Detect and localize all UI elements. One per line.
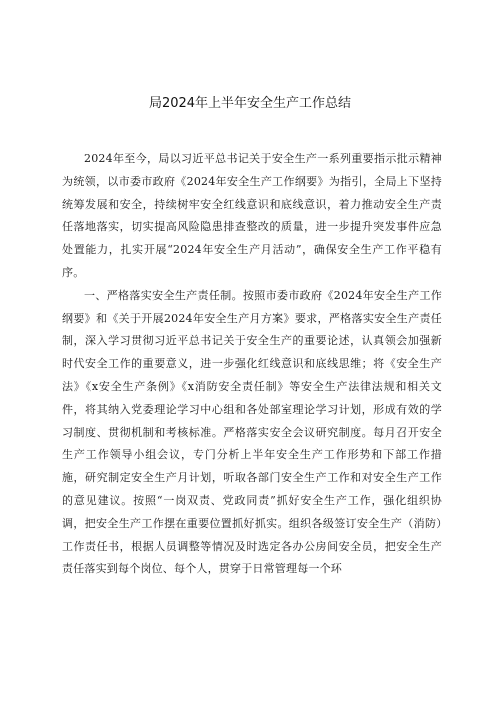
document-title: 局2024年上半年安全生产工作总结 (148, 96, 352, 111)
document-body (62, 148, 442, 581)
intro-paragraph: 2024年至今，局以习近平总书记关于安全生产一系列重要指示批示精神为统领，以市委市政府《2024年安全生产工作纲要》为指引，全局上下坚持统筹发展和安全，持续树牢安全红线意识和底线意识，着力推动安全生产责任落地落实，切实提高风险隐患排查整改的质量，进一步提升突发事件应急处置能力，扎实开展“2024年安全生产月活动”，确保安全生产工作平稳有序。 (62, 152, 442, 279)
section-one-paragraph: 一、严格落实安全生产责任制。按照市委市政府《2024年安全生产工作纲要》和《关于开展2024年安全生产月方案》要求，严格落实安全生产责任制，深入学习贯彻习近平总书记关于安全生产的重要论述，认真领会加强新时代安全工作的重要意义，进一步强化红线意识和底线思维；将《安全生产法》《x安全生产条例》《x消防安全责任制》等安全生产法律法规和相关文件，将其纳入党委理论学习中心组和各处部室理论学习计划，形成有效的学习制度、贯彻机制和考核标准。严格落实安全会议研究制度。每月召开安全生产工作领导小组会议，专门分析上半年安全生产工作形势和下部工作措施，研究制定安全生产月计划，听取各部门安全生产工作和对安全生产工作的意见建议。按照“一岗双责、党政同责”抓好安全生产工作，强化组织协调，把安全生产工作摆在重要位置抓好抓实。组织各级签订安全生产（消防）工作责任书，根据人员调整等情况及时选定各办公房间安全员，把安全生产责任落实到每个岗位、每个人，贯穿于日常管理每一个环 (62, 288, 442, 576)
